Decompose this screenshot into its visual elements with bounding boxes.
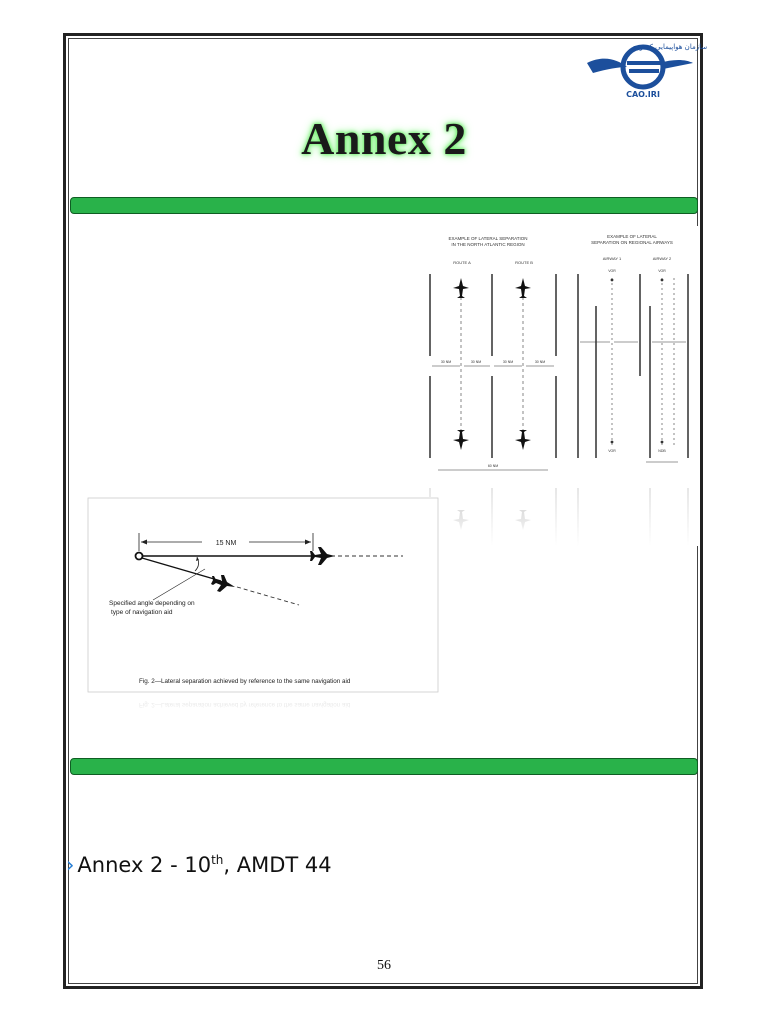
fig1-vor-bottom-1: VOR	[608, 449, 616, 453]
navigation-aid-separation-figure	[87, 497, 439, 745]
fig1-route-a: ROUTE A	[453, 260, 471, 265]
fig2-callout-2: type of navigation aid	[111, 609, 173, 616]
lateral-separation-figure	[418, 226, 698, 546]
bullet-prefix: Annex 2 - 10	[77, 853, 212, 877]
page-number: 56	[377, 958, 391, 973]
fig1-ndb-bottom: NDB	[658, 449, 666, 453]
fig1-vor-top-2: VOR	[658, 269, 666, 273]
fig2-callout-1: Specified angle depending on	[109, 600, 195, 607]
logo-persian-text: سازمان هواپیمایی کشوری	[630, 43, 708, 51]
chevron-right-icon: ›	[66, 853, 75, 877]
fig1-nm-label-4: 30 NM	[534, 360, 546, 364]
bullet-suffix: , AMDT 44	[223, 853, 332, 877]
fig1-airway-1: AIRWAY 1	[602, 256, 622, 261]
fig1-right-heading-1: EXAMPLE OF LATERAL	[607, 234, 657, 239]
fig1-nm-label-total: 60 NM	[487, 464, 499, 468]
fig1-route-b: ROUTE B	[515, 260, 533, 265]
fig1-right-heading-2: SEPARATION ON REGIONAL AIRWAYS	[591, 240, 673, 245]
fig1-nm-label-1: 30 NM	[440, 360, 452, 364]
fig1-airway-2: AIRWAY 2	[652, 256, 672, 261]
green-divider-bottom	[70, 758, 698, 775]
fig1-left-heading-1: EXAMPLE OF LATERAL SEPARATION	[448, 236, 528, 241]
fig1-vor-top-1: VOR	[608, 269, 616, 273]
fig2-distance-label: 15 NM	[215, 540, 237, 547]
fig1-left-heading-2: IN THE NORTH ATLANTIC REGION	[451, 242, 525, 247]
logo-name-text: CAO.IRI	[626, 90, 660, 99]
bullet-superscript: th	[211, 853, 224, 867]
fig1-nm-label-3: 30 NM	[502, 360, 514, 364]
green-divider-top	[70, 197, 698, 214]
page-title: Annex 2	[301, 113, 467, 164]
bullet-annex-reference	[66, 853, 332, 877]
fig2-caption: Fig. 2—Lateral separation achieved by reference to the same navigation aid	[139, 678, 351, 685]
fig1-nm-label-2: 30 NM	[470, 360, 482, 364]
cao-iri-logo-icon	[583, 37, 708, 101]
